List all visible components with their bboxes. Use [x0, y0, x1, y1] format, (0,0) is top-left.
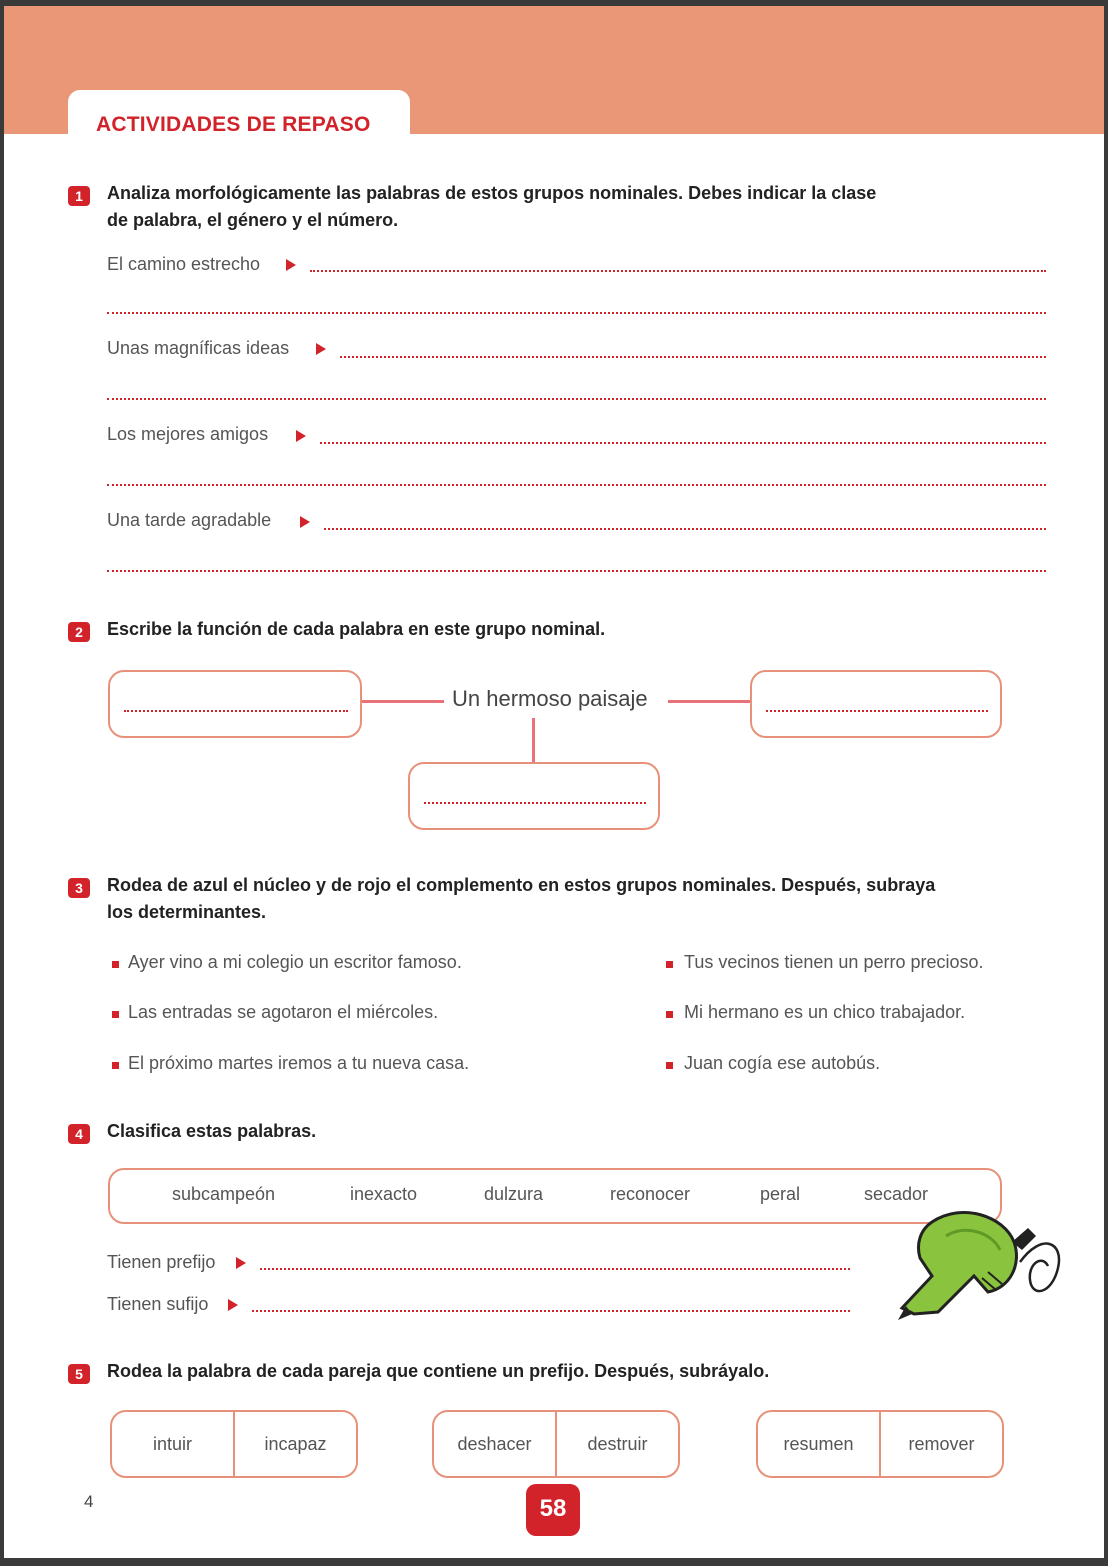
prefix-answer-line[interactable] — [260, 1268, 850, 1270]
word-bank-item[interactable]: reconocer — [610, 1184, 691, 1204]
suffix-label: Tienen sufijo — [107, 1294, 209, 1314]
bullet-icon — [112, 1062, 119, 1069]
q1-item-1-label: El camino estrecho — [107, 254, 261, 274]
answer-box-bottom[interactable] — [408, 762, 660, 830]
answer-box-right[interactable] — [750, 670, 1002, 738]
sentence-left-1[interactable]: Ayer vino a mi colegio un escritor famoso. — [128, 952, 462, 972]
sentence-left-3[interactable]: El próximo martes iremos a tu nueva casa. — [128, 1053, 470, 1073]
suffix-answer-line[interactable] — [252, 1310, 850, 1312]
word-pair-3 — [756, 1410, 1004, 1478]
arrow-right-icon — [300, 516, 310, 528]
q1-item-1-answer-line-2[interactable] — [107, 312, 1046, 314]
pair-word[interactable]: destruir — [555, 1412, 678, 1476]
question-2-number: 2 — [68, 622, 90, 642]
footer-left-number: 4 — [84, 1492, 94, 1511]
answer-line[interactable] — [124, 710, 348, 712]
question-1-text — [107, 180, 1067, 234]
q1-item-4-answer-line-2[interactable] — [107, 570, 1046, 572]
question-3-text — [107, 872, 1067, 926]
pair-word[interactable]: resumen — [783, 1433, 854, 1454]
pair-word[interactable]: remover — [879, 1412, 1002, 1476]
bullet-icon — [112, 961, 119, 968]
pair-word[interactable]: incapaz — [233, 1412, 356, 1476]
word-bank-item[interactable]: secador — [864, 1184, 929, 1204]
question-3-number: 3 — [68, 878, 90, 898]
q1-item-4-answer-line[interactable] — [324, 528, 1046, 530]
question-3-line2: los determinantes. — [107, 902, 267, 922]
pair-word[interactable]: intuir — [152, 1433, 192, 1454]
hair-dryer-icon — [892, 1202, 1072, 1322]
q1-item-2-answer-line-2[interactable] — [107, 398, 1046, 400]
q1-item-3-label: Los mejores amigos — [107, 424, 269, 444]
q1-item-2-answer-line[interactable] — [340, 356, 1046, 358]
pair-word[interactable]: deshacer — [457, 1433, 532, 1454]
word-bank-item[interactable]: dulzura — [484, 1184, 544, 1204]
question-3-line1: Rodea de azul el núcleo y de rojo el complemento en estos grupos nominales. Después, subraya — [107, 875, 936, 895]
sentence-right-3[interactable]: Juan cogía ese autobús. — [684, 1053, 881, 1073]
question-1-line2: de palabra, el género y el número. — [107, 210, 399, 230]
arrow-right-icon — [296, 430, 306, 442]
question-1-line1: Analiza morfológicamente las palabras de estos grupos nominales. Debes indicar la clase — [107, 183, 877, 203]
arrow-right-icon — [316, 343, 326, 355]
q1-item-2-label: Unas magníficas ideas — [107, 338, 290, 358]
arrow-right-icon — [286, 259, 296, 271]
connector-down — [532, 718, 535, 762]
question-5-number: 5 — [68, 1364, 90, 1384]
word-bank-item[interactable]: subcampeón — [172, 1184, 276, 1204]
q1-item-1-answer-line[interactable] — [310, 270, 1046, 272]
bullet-icon — [112, 1011, 119, 1018]
connector-left — [360, 700, 450, 703]
answer-line[interactable] — [766, 710, 988, 712]
sentence-right-2[interactable]: Mi hermano es un chico trabajador. — [684, 1002, 966, 1022]
question-5-text: Rodea la palabra de cada pareja que contiene un prefijo. Después, subráyalo. — [107, 1361, 770, 1381]
word-pair-1 — [110, 1410, 358, 1478]
bullet-icon — [666, 1011, 673, 1018]
bullet-icon — [666, 1062, 673, 1069]
bullet-icon — [666, 961, 673, 968]
question-4-number: 4 — [68, 1124, 90, 1144]
question-2-text: Escribe la función de cada palabra en este grupo nominal. — [107, 619, 606, 639]
arrow-right-icon — [228, 1299, 238, 1311]
question-4-text: Clasifica estas palabras. — [107, 1121, 317, 1141]
q1-item-4-label: Una tarde agradable — [107, 510, 272, 530]
connector-right — [668, 700, 752, 703]
sentence-left-2[interactable]: Las entradas se agotaron el miércoles. — [128, 1002, 439, 1022]
question-1-number: 1 — [68, 186, 90, 206]
q1-item-3-answer-line-2[interactable] — [107, 484, 1046, 486]
page-number-badge: 58 — [526, 1484, 580, 1536]
answer-box-left[interactable] — [108, 670, 362, 738]
answer-line[interactable] — [424, 802, 646, 804]
worksheet-page — [4, 6, 1104, 1558]
word-bank-item[interactable]: inexacto — [350, 1184, 418, 1204]
sentence-right-1[interactable]: Tus vecinos tienen un perro precioso. — [684, 952, 984, 972]
section-title: ACTIVIDADES DE REPASO — [96, 113, 371, 136]
q1-item-3-answer-line[interactable] — [320, 442, 1046, 444]
word-bank-item[interactable]: peral — [760, 1184, 801, 1204]
arrow-right-icon — [236, 1257, 246, 1269]
prefix-label: Tienen prefijo — [107, 1252, 216, 1272]
noun-phrase: Un hermoso paisaje — [444, 686, 656, 712]
word-pair-2 — [432, 1410, 680, 1478]
